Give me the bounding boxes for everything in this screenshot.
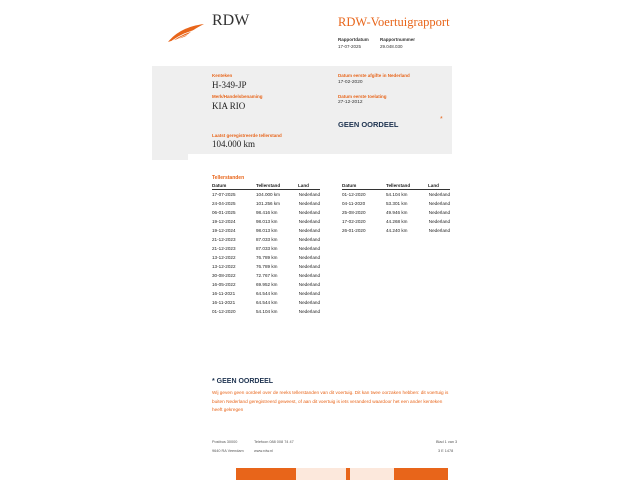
row-reading: 53.301 km (386, 201, 408, 206)
row-country: Nederland (428, 210, 450, 215)
row-date: 16-05-2022 (212, 282, 236, 287)
row-country: Nederland (298, 210, 320, 215)
row-reading: 76.789 km (256, 255, 278, 260)
odometer-table-right (342, 182, 450, 235)
row-reading: 49.946 km (386, 210, 408, 215)
row-date: 19-12-2024 (212, 219, 236, 224)
odometer-table-left (212, 182, 320, 316)
row-country: Nederland (298, 201, 320, 206)
row-date: 01-12-2020 (342, 192, 366, 197)
table-row (212, 244, 320, 253)
table-row (342, 226, 450, 235)
table-row (212, 298, 320, 307)
row-reading: 98.013 km (256, 219, 278, 224)
row-date: 30-08-2022 (212, 273, 236, 278)
table-row (212, 208, 320, 217)
row-date: 01-12-2020 (212, 309, 236, 314)
row-country: Nederland (298, 219, 320, 224)
banner-stripe (350, 468, 394, 480)
report-title: RDW-Voertuigrapport (338, 15, 450, 29)
row-date: 17-02-2020 (342, 219, 366, 224)
row-reading: 64.544 km (256, 300, 278, 305)
row-date: 13-12-2022 (212, 255, 236, 260)
row-country: Nederland (428, 219, 450, 224)
col-reading-header: Tellerstand (386, 182, 428, 190)
col-country-header: Land (428, 182, 450, 190)
row-reading: 54.104 km (386, 192, 408, 197)
table-row (212, 280, 320, 289)
table-header-row (342, 182, 450, 190)
row-country: Nederland (298, 237, 320, 242)
row-date: 04-11-2020 (342, 201, 366, 206)
row-reading: 104.000 km (256, 192, 281, 197)
plate-label: Kenteken (212, 73, 233, 78)
row-country: Nederland (298, 228, 320, 233)
first-admission-value: 27-12-2012 (338, 100, 363, 105)
row-date: 21-12-2023 (212, 237, 236, 242)
first-admission-label: Datum eerste toelating (338, 94, 387, 99)
odometer-label: Laatst geregistreerde tellerstand (212, 133, 282, 138)
footer-website[interactable]: www.rdw.nl (254, 449, 273, 453)
table-row (212, 235, 320, 244)
col-reading-header: Tellerstand (256, 182, 298, 190)
plate-value: H-349-JP (212, 80, 247, 90)
table-row (212, 199, 320, 208)
report-date-label: Rapportdatum (338, 37, 369, 42)
brand-name: RDW (212, 12, 250, 29)
row-country: Nederland (298, 255, 320, 260)
table-row (212, 217, 320, 226)
row-reading: 98.416 km (256, 210, 278, 215)
table-row (212, 226, 320, 235)
row-country: Nederland (298, 309, 320, 314)
row-reading: 87.033 km (256, 246, 278, 251)
table-row (342, 217, 450, 226)
row-country: Nederland (428, 228, 450, 233)
col-country-header: Land (298, 182, 320, 190)
row-date: 26-01-2020 (342, 228, 366, 233)
verdict: GEEN OORDEEL (338, 120, 399, 129)
row-date: 21-12-2023 (212, 246, 236, 251)
make-label: Merk/Handelsbenaming (212, 94, 263, 99)
table-row (212, 271, 320, 280)
row-country: Nederland (298, 273, 320, 278)
table-row (212, 262, 320, 271)
table-row (342, 208, 450, 217)
row-country: Nederland (298, 291, 320, 296)
row-reading: 69.952 km (256, 282, 278, 287)
table-row (212, 307, 320, 316)
table-row (212, 253, 320, 262)
verdict-marker: * (440, 116, 443, 123)
col-date-header: Datum (342, 182, 386, 190)
row-reading: 101.256 km (256, 201, 281, 206)
row-country: Nederland (428, 201, 450, 206)
row-date: 25-08-2020 (342, 210, 366, 215)
row-date: 16-11-2021 (212, 291, 236, 296)
row-reading: 98.013 km (256, 228, 278, 233)
row-country: Nederland (428, 192, 450, 197)
row-date: 17-07-2025 (212, 192, 236, 197)
document-code: 3 E 1478 (438, 449, 454, 453)
make-value: KIA RIO (212, 101, 246, 111)
row-country: Nederland (298, 300, 320, 305)
table-row (212, 289, 320, 298)
row-reading: 44.268 km (386, 219, 408, 224)
page-indicator: Blad 1 van 3 (436, 440, 458, 444)
tellerstanden-title: Tellerstanden (212, 175, 245, 181)
first-nl-date-value: 17-02-2020 (338, 80, 363, 85)
row-date: 16-11-2021 (212, 300, 236, 305)
row-country: Nederland (298, 264, 320, 269)
banner-stripe (296, 468, 346, 480)
row-reading: 76.789 km (256, 264, 278, 269)
row-reading: 72.767 km (256, 273, 278, 278)
footer-phone: Telefoon 088 008 74 47 (254, 440, 294, 444)
table-row (342, 199, 450, 208)
table-header-row (212, 182, 320, 190)
report-date-value: 17-07-2025 (338, 44, 362, 49)
vehicle-panel (152, 66, 452, 154)
row-reading: 87.033 km (256, 237, 278, 242)
rdw-logo-icon (166, 22, 206, 44)
row-reading: 54.104 km (256, 309, 278, 314)
table-row (342, 190, 450, 200)
row-reading: 64.544 km (256, 291, 278, 296)
row-date: 24-04-2025 (212, 201, 236, 206)
row-date: 06-01-2025 (212, 210, 236, 215)
row-country: Nederland (298, 192, 320, 197)
footer-address-2: 9640 RA Veendam (212, 449, 244, 453)
footnote-text: Wij geven geen oordeel over de reeks tellerstanden van dit voertuig. Dit kan twee oorzaken hebben: dit voertuig is buiten Nederland geregistreerd geweest, of aan dit voertuig is iets veranderd waardoor het een ander kenteken heeft gekregen (212, 390, 449, 412)
report-number-label: Rapportnummer (380, 37, 416, 42)
table-row (212, 190, 320, 200)
report-number-value: 29.048.030 (380, 44, 403, 49)
first-nl-date-label: Datum eerste afgifte in Nederland (338, 73, 410, 78)
row-country: Nederland (298, 282, 320, 287)
col-date-header: Datum (212, 182, 256, 190)
row-date: 19-12-2024 (212, 228, 236, 233)
row-date: 13-12-2022 (212, 264, 236, 269)
footer-address-1: Postbus 30000 (212, 440, 238, 444)
odometer-value: 104.000 km (212, 139, 256, 149)
row-country: Nederland (298, 246, 320, 251)
row-reading: 44.240 km (386, 228, 408, 233)
footnote-title: * GEEN OORDEEL (212, 378, 274, 385)
